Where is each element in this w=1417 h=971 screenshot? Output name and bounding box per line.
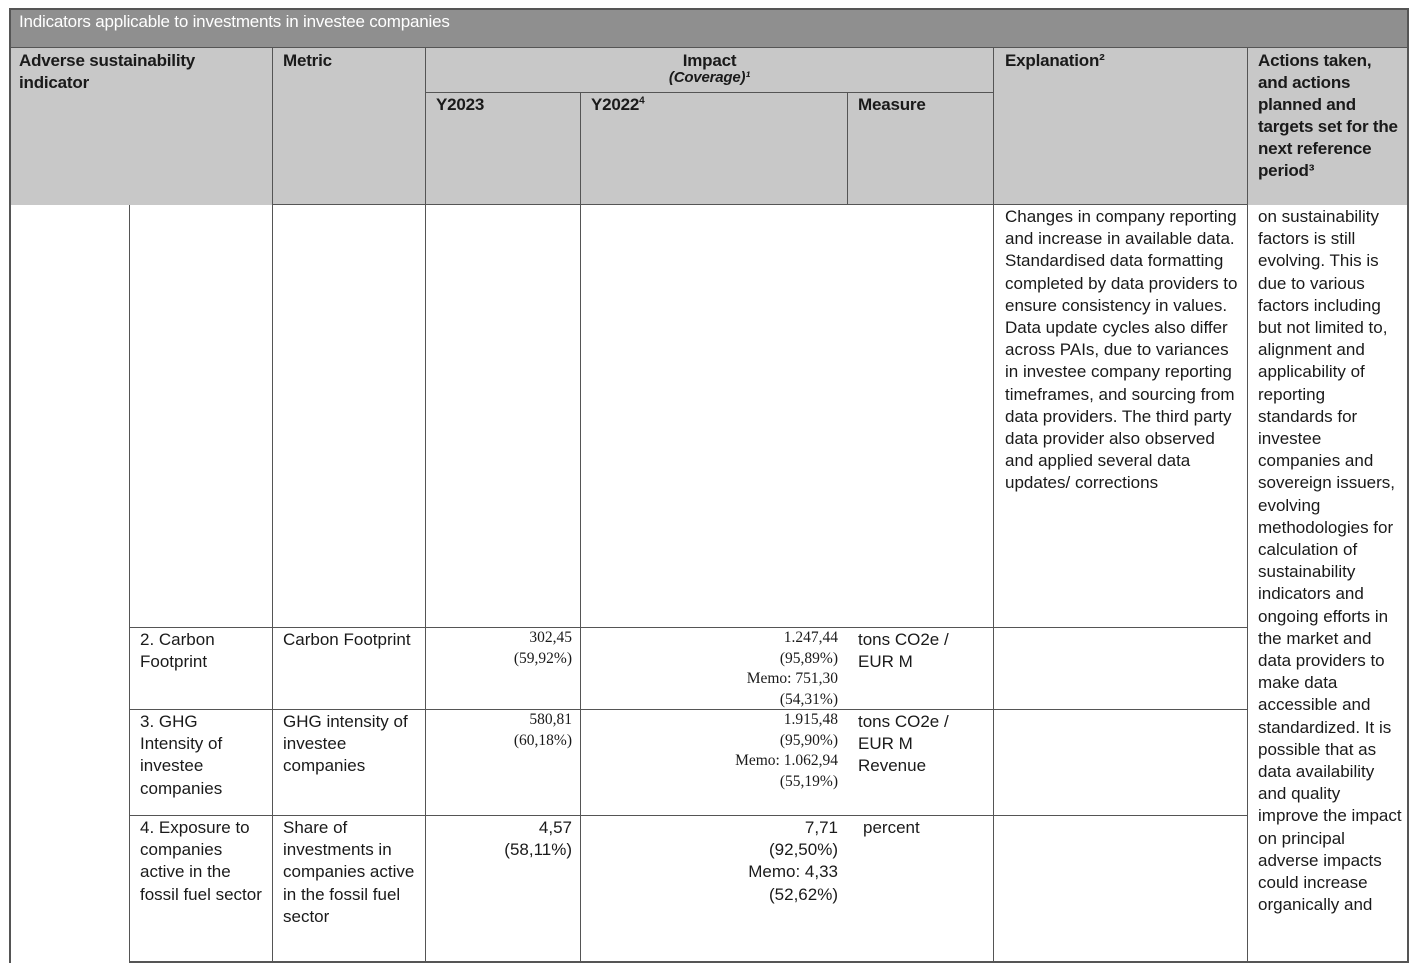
hline-header-bottom (272, 204, 1247, 205)
row-carbon-footprint-indicator: 2. Carbon Footprint (140, 630, 215, 672)
y2022-memo: Memo: 1.062,94 (735, 752, 838, 769)
y2022-memo-coverage: (55,19%) (779, 772, 838, 790)
y2022-coverage: (95,90%) (779, 731, 838, 749)
row-carbon-footprint-y2022 (584, 628, 838, 710)
explanation-text: Changes in company reporting and increase in available data. Standardised data formatting completed by data providers to ensure consistency in values. Data update cycles also differ across PAIs, due to variances in investee company reporting timeframes, and sourcing from data providers. The third party data provider also observed and applied several data updates/ corrections (1005, 207, 1238, 493)
border-right (1407, 8, 1409, 963)
header-coverage-label: (Coverage)¹ (668, 69, 751, 86)
vline-measure-rows (847, 627, 848, 962)
y2023-value: 4,57 (538, 818, 572, 837)
row-ghg-intensity-y2022 (584, 710, 838, 792)
y2023-coverage: (59,92%) (513, 649, 572, 667)
row-ghg-intensity-metric: GHG intensity of investee companies (283, 712, 408, 776)
header-y2022-footnote: 4 (639, 95, 645, 107)
row-fossil-fuel-y2022 (584, 817, 838, 906)
vline-actions (1247, 47, 1248, 962)
header-y2023: Y2023 (436, 95, 485, 114)
row-ghg-intensity-measure: tons CO2e / EUR M Revenue (858, 712, 949, 776)
vline-subindicator (129, 205, 130, 962)
vline-y2022 (580, 92, 581, 962)
vline-impact (425, 47, 426, 962)
header-indicator: Adverse sustainability indicator (19, 51, 196, 92)
vline-metric (272, 47, 273, 962)
vline-explanation (993, 47, 994, 962)
row-fossil-fuel-indicator: 4. Exposure to companies active in the fossil fuel sector (140, 818, 262, 904)
y2022-coverage: (95,89%) (779, 649, 838, 667)
row-fossil-fuel-measure: percent (863, 818, 920, 837)
y2023-value: 302,45 (529, 629, 572, 646)
y2023-value: 580,81 (529, 711, 572, 728)
y2022-memo: Memo: 4,33 (748, 862, 838, 882)
vline-measure-header (847, 92, 848, 205)
row-fossil-fuel-metric: Share of investments in companies active in the fossil fuel sector (283, 818, 415, 926)
header-metric: Metric (283, 51, 332, 70)
row-ghg-intensity-indicator: 3. GHG Intensity of investee companies (140, 712, 223, 798)
y2022-value: 1.915,48 (783, 711, 838, 728)
header-measure: Measure (858, 95, 926, 114)
row-carbon-footprint-y2023 (429, 628, 572, 669)
header-impact-label: Impact (682, 51, 737, 70)
header-explanation: Explanation² (1005, 51, 1105, 70)
hline-row4 (129, 815, 1247, 816)
y2022-value: 1.247,44 (783, 629, 838, 646)
border-bottom (129, 961, 1408, 963)
pai-table (9, 8, 1408, 963)
header-y2022-label: Y2022 (591, 95, 640, 114)
header-actions: Actions taken, and actions planned and targets set for the next reference period³ (1258, 51, 1398, 180)
header-impact (426, 50, 993, 87)
y2023-coverage: (60,18%) (513, 731, 572, 749)
y2023-coverage: (58,11%) (504, 840, 572, 860)
y2022-coverage: (92,50%) (769, 840, 838, 860)
header-y2022 (591, 94, 645, 116)
hline-title (9, 47, 1408, 48)
hline-impact-split (425, 92, 993, 93)
section-title: Indicators applicable to investments in investee companies (19, 12, 450, 31)
row-ghg-intensity-y2023 (429, 710, 572, 751)
y2022-memo-coverage: (52,62%) (769, 884, 838, 904)
row-carbon-footprint-metric: Carbon Footprint (283, 630, 411, 649)
section-title-band (9, 8, 1408, 47)
row-fossil-fuel-y2023 (429, 817, 572, 861)
actions-text: on sustainability factors is still evolving. This is due to various factors including but not limited to, alignment and applicability of reporting standards for investee companies and sovereign issuers, evolving methodologies for calculation of sustainability indicators and ongoing efforts in the market and data providers to make data accessible and standardized. It is possible that as data availability and quality improve the impact on principal adverse impacts could increase organically and (1258, 207, 1402, 915)
y2022-memo: Memo: 751,30 (746, 670, 838, 687)
border-top (9, 8, 1408, 10)
row-carbon-footprint-measure: tons CO2e / EUR M (858, 630, 949, 672)
y2022-memo-coverage: (54,31%) (779, 690, 838, 708)
y2022-value: 7,71 (804, 818, 838, 837)
border-left (9, 8, 11, 963)
